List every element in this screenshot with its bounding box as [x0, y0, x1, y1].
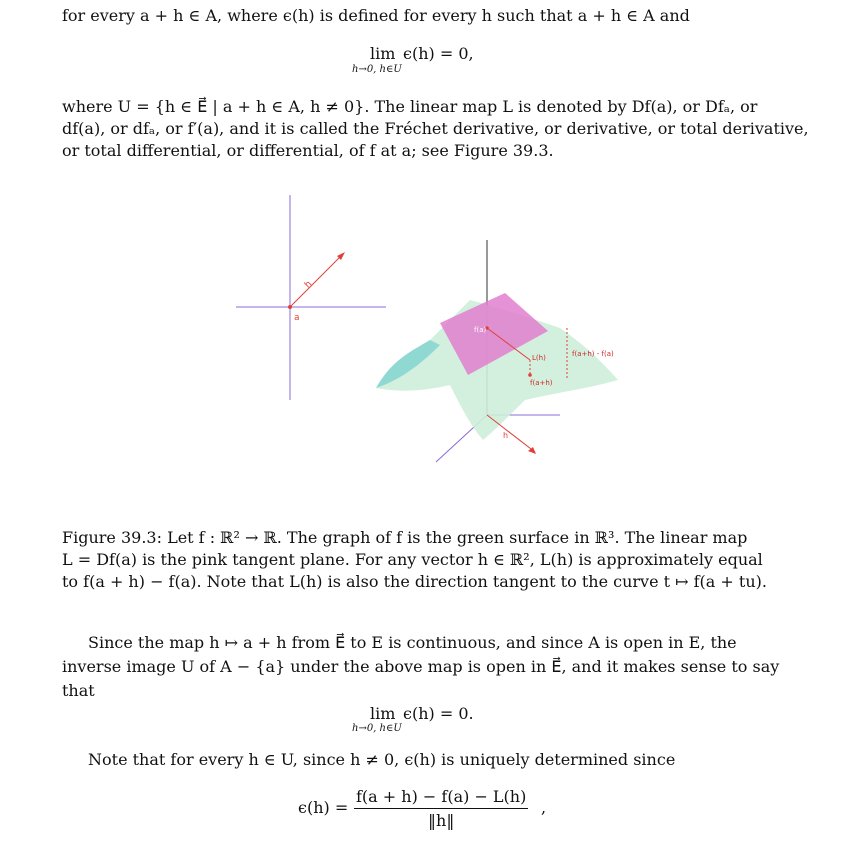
- para2-line-1: Since the map h ↦ a + h from E⃗ to E is continuous, and since A is open in E, the: [88, 633, 737, 652]
- label-h-left: h: [303, 279, 315, 291]
- caption-line-2: L = Df(a) is the pink tangent plane. For any vector h ∈ ℝ², L(h) is approximately equal: [62, 550, 763, 569]
- fraction-denominator: ‖h‖: [428, 811, 455, 830]
- fraction-lhs: ϵ(h) =: [298, 798, 349, 817]
- para-line-3: or total differential, or differential, of f at a; see Figure 39.3.: [62, 141, 554, 160]
- fraction-numerator: f(a + h) − f(a) − L(h): [354, 787, 528, 809]
- caption-line-1: Figure 39.3: Let f : ℝ² → ℝ. The graph of f is the green surface in ℝ³. The linear map: [62, 528, 748, 547]
- lim-subscript: h→0, h∈U: [352, 64, 402, 75]
- label-fah: f(a+h): [530, 379, 553, 387]
- lim-expression: ϵ(h) = 0,: [403, 44, 474, 63]
- lim-operator-2: lim: [370, 704, 396, 723]
- intro-line: for every a + h ∈ A, where ϵ(h) is defined for every h such that a + h ∈ A and: [62, 6, 690, 25]
- para-line-2: df(a), or dfₐ, or f′(a), and it is called the Fréchet derivative, or derivative, or total derivative,: [62, 119, 809, 138]
- bottom-h-arrow: [487, 415, 535, 452]
- label-diff: f(a+h) - f(a): [572, 350, 614, 358]
- label-h-bottom: h: [503, 431, 509, 440]
- point-a: [288, 305, 292, 309]
- para-line-1: where U = {h ∈ E⃗ | a + h ∈ A, h ≠ 0}. The linear map L is denoted by Df(a), or Dfₐ, or: [62, 97, 758, 116]
- note-line: Note that for every h ∈ U, since h ≠ 0, ϵ(h) is uniquely determined since: [88, 750, 676, 769]
- point-fah: [528, 373, 532, 377]
- fraction-tail: ,: [541, 798, 547, 817]
- caption-line-3: to f(a + h) − f(a). Note that L(h) is also the direction tangent to the curve t ↦ f(a + tu).: [62, 572, 767, 591]
- lim-operator: lim: [370, 44, 396, 63]
- para2-line-2: inverse image U of A − {a} under the above map is open in E⃗, and it makes sense to say: [62, 657, 780, 676]
- left-h-arrow: [290, 255, 342, 307]
- para2-line-3: that: [62, 681, 95, 700]
- fraction: [354, 787, 528, 830]
- label-a: a: [294, 313, 300, 323]
- lim-expression-2: ϵ(h) = 0.: [403, 704, 474, 723]
- label-fa: f(a): [474, 326, 487, 334]
- lim-subscript-2: h→0, h∈U: [352, 723, 402, 734]
- label-Lh: L(h): [532, 354, 546, 362]
